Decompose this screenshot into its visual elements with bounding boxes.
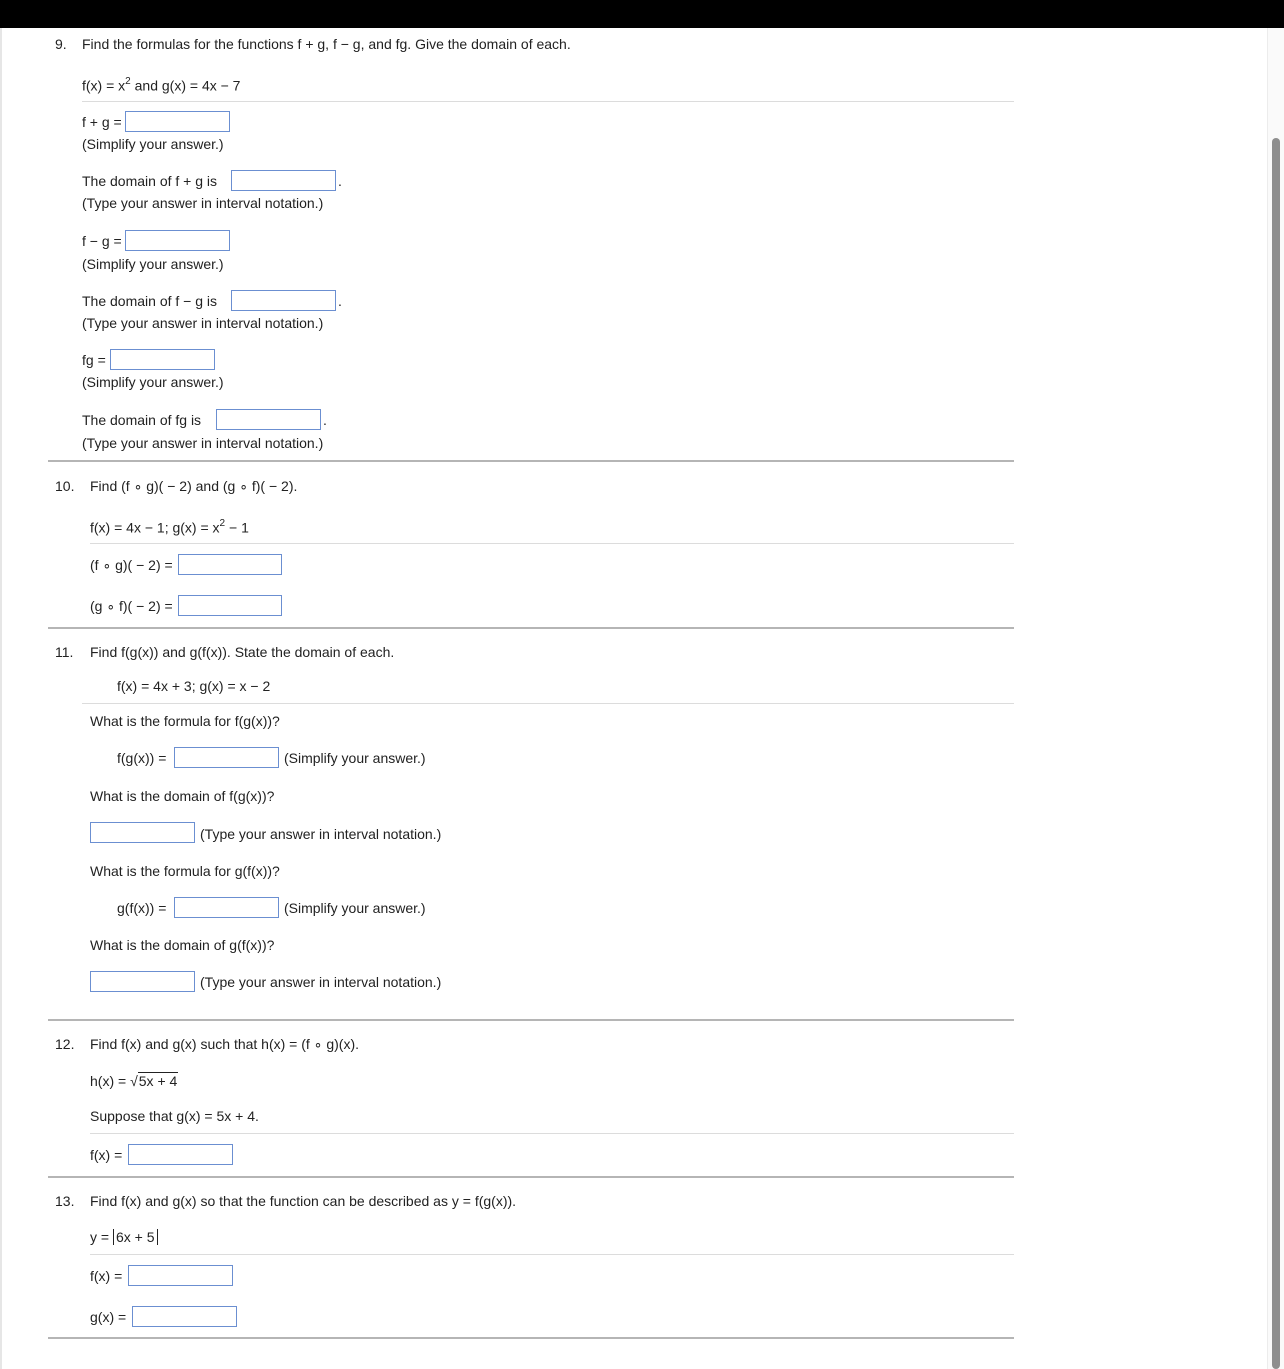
q9-fplusg-label: f + g = xyxy=(82,114,122,130)
q10-given xyxy=(90,516,249,537)
q9-fg-label: fg = xyxy=(82,352,106,368)
q11-domain-gf-input[interactable] xyxy=(90,971,195,992)
q9-domain-fminusg-input[interactable] xyxy=(231,290,336,311)
q12-given-divider xyxy=(90,1133,1014,1134)
q11-interval-hint-1: (Type your answer in interval notation.) xyxy=(200,826,442,842)
q10-given-suffix: − 1 xyxy=(225,519,249,536)
q9-fminusg-label: f − g = xyxy=(82,233,122,249)
q11-question-domain-fg: What is the domain of f(g(x))? xyxy=(90,788,275,804)
q9-number: 9. xyxy=(55,36,67,52)
q11-gfx-input[interactable] xyxy=(174,897,279,918)
top-bar xyxy=(0,0,1284,28)
q11-gfx-label: g(f(x)) = xyxy=(117,900,167,916)
q10-fog-input[interactable] xyxy=(178,554,282,575)
q10-given-prefix: f(x) = 4x − 1; g(x) = x xyxy=(90,519,220,536)
q13-fx-input[interactable] xyxy=(128,1265,233,1286)
q9-period-2: . xyxy=(338,293,342,309)
q9-interval-hint-1: (Type your answer in interval notation.) xyxy=(82,195,324,211)
q9-simplify-hint-3: (Simplify your answer.) xyxy=(82,374,224,390)
q9-given-exp: 2 xyxy=(125,76,131,87)
q9-domain-fg-label: The domain of fg is xyxy=(82,412,202,428)
q9-domain-fminusg-label: The domain of f − g is xyxy=(82,293,218,309)
q9-period-1: . xyxy=(338,173,342,189)
sqrt-icon: √ xyxy=(130,1073,138,1089)
q9-domain-fg-input[interactable] xyxy=(216,409,321,430)
left-border xyxy=(0,28,2,1369)
q12-h-expression xyxy=(90,1072,178,1090)
q12-suppose: Suppose that g(x) = 5x + 4. xyxy=(90,1108,259,1124)
q9-fminusg-input[interactable] xyxy=(125,230,230,251)
q11-fgx-label: f(g(x)) = xyxy=(117,750,167,766)
q12-h-prefix: h(x) = xyxy=(90,1073,131,1089)
q10-number: 10. xyxy=(55,478,75,494)
q9-given xyxy=(82,74,240,95)
q9-domain-fplusg-input[interactable] xyxy=(231,170,336,191)
q11-simplify-hint-1: (Simplify your answer.) xyxy=(284,750,426,766)
q13-gx-label: g(x) = xyxy=(90,1309,127,1325)
q9-simplify-hint-1: (Simplify your answer.) xyxy=(82,136,224,152)
q9-domain-fplusg-label: The domain of f + g is xyxy=(82,173,218,189)
q9-interval-hint-2: (Type your answer in interval notation.) xyxy=(82,315,324,331)
q11-question-formula-fg: What is the formula for f(g(x))? xyxy=(90,713,280,729)
q9-prompt: Find the formulas for the functions f + g, f − g, and fg. Give the domain of each. xyxy=(82,36,571,52)
q11-domain-fg-input[interactable] xyxy=(90,822,195,843)
q10-given-exp: 2 xyxy=(219,518,226,529)
q13-fx-label: f(x) = xyxy=(90,1268,123,1284)
q13-number: 13. xyxy=(55,1193,75,1209)
q13-y-expression xyxy=(90,1228,158,1246)
q10-given-divider xyxy=(90,543,1014,544)
q13-divider xyxy=(48,1337,1014,1339)
q12-fx-input[interactable] xyxy=(128,1144,233,1165)
q10-divider xyxy=(48,627,1014,629)
q9-fplusg-input[interactable] xyxy=(125,111,230,132)
q13-gx-input[interactable] xyxy=(132,1306,237,1327)
q11-divider xyxy=(48,1019,1014,1021)
q9-given-divider xyxy=(82,101,1014,102)
q11-number: 11. xyxy=(55,644,74,660)
q13-prompt: Find f(x) and g(x) so that the function can be described as y = f(g(x)). xyxy=(90,1193,517,1209)
scrollbar-thumb[interactable] xyxy=(1272,138,1280,1369)
q9-interval-hint-3: (Type your answer in interval notation.) xyxy=(82,435,324,451)
q13-abs-value: 6x + 5 xyxy=(113,1229,158,1245)
q9-given-f: f(x) = x xyxy=(82,77,126,94)
q9-period-3: . xyxy=(323,412,327,428)
q11-question-domain-gf: What is the domain of g(f(x))? xyxy=(90,937,275,953)
q10-gof-label: (g ∘ f)( − 2) = xyxy=(90,598,173,614)
q12-fx-label: f(x) = xyxy=(90,1147,123,1163)
q11-given: f(x) = 4x + 3; g(x) = x − 2 xyxy=(117,678,271,694)
q9-given-g: and g(x) = 4x − 7 xyxy=(130,77,241,94)
q12-h-radicand: 5x + 4 xyxy=(138,1073,178,1089)
q9-fg-input[interactable] xyxy=(110,349,215,370)
q13-given-divider xyxy=(90,1254,1014,1255)
q11-question-formula-gf: What is the formula for g(f(x))? xyxy=(90,863,280,879)
q13-y-prefix: y = xyxy=(90,1229,113,1245)
q10-prompt: Find (f ∘ g)( − 2) and (g ∘ f)( − 2). xyxy=(90,478,298,494)
q9-simplify-hint-2: (Simplify your answer.) xyxy=(82,256,224,272)
q11-interval-hint-2: (Type your answer in interval notation.) xyxy=(200,974,442,990)
q11-prompt: Find f(g(x)) and g(f(x)). State the domain of each. xyxy=(90,644,395,660)
q10-gof-input[interactable] xyxy=(178,595,282,616)
q12-prompt: Find f(x) and g(x) such that h(x) = (f ∘ g)(x). xyxy=(90,1036,360,1052)
q12-divider xyxy=(48,1176,1014,1178)
q11-given-divider xyxy=(82,703,1014,704)
q12-number: 12. xyxy=(55,1036,75,1052)
q11-fgx-input[interactable] xyxy=(174,747,279,768)
q9-divider xyxy=(48,460,1014,462)
q10-fog-label: (f ∘ g)( − 2) = xyxy=(90,557,173,573)
q11-simplify-hint-2: (Simplify your answer.) xyxy=(284,900,426,916)
